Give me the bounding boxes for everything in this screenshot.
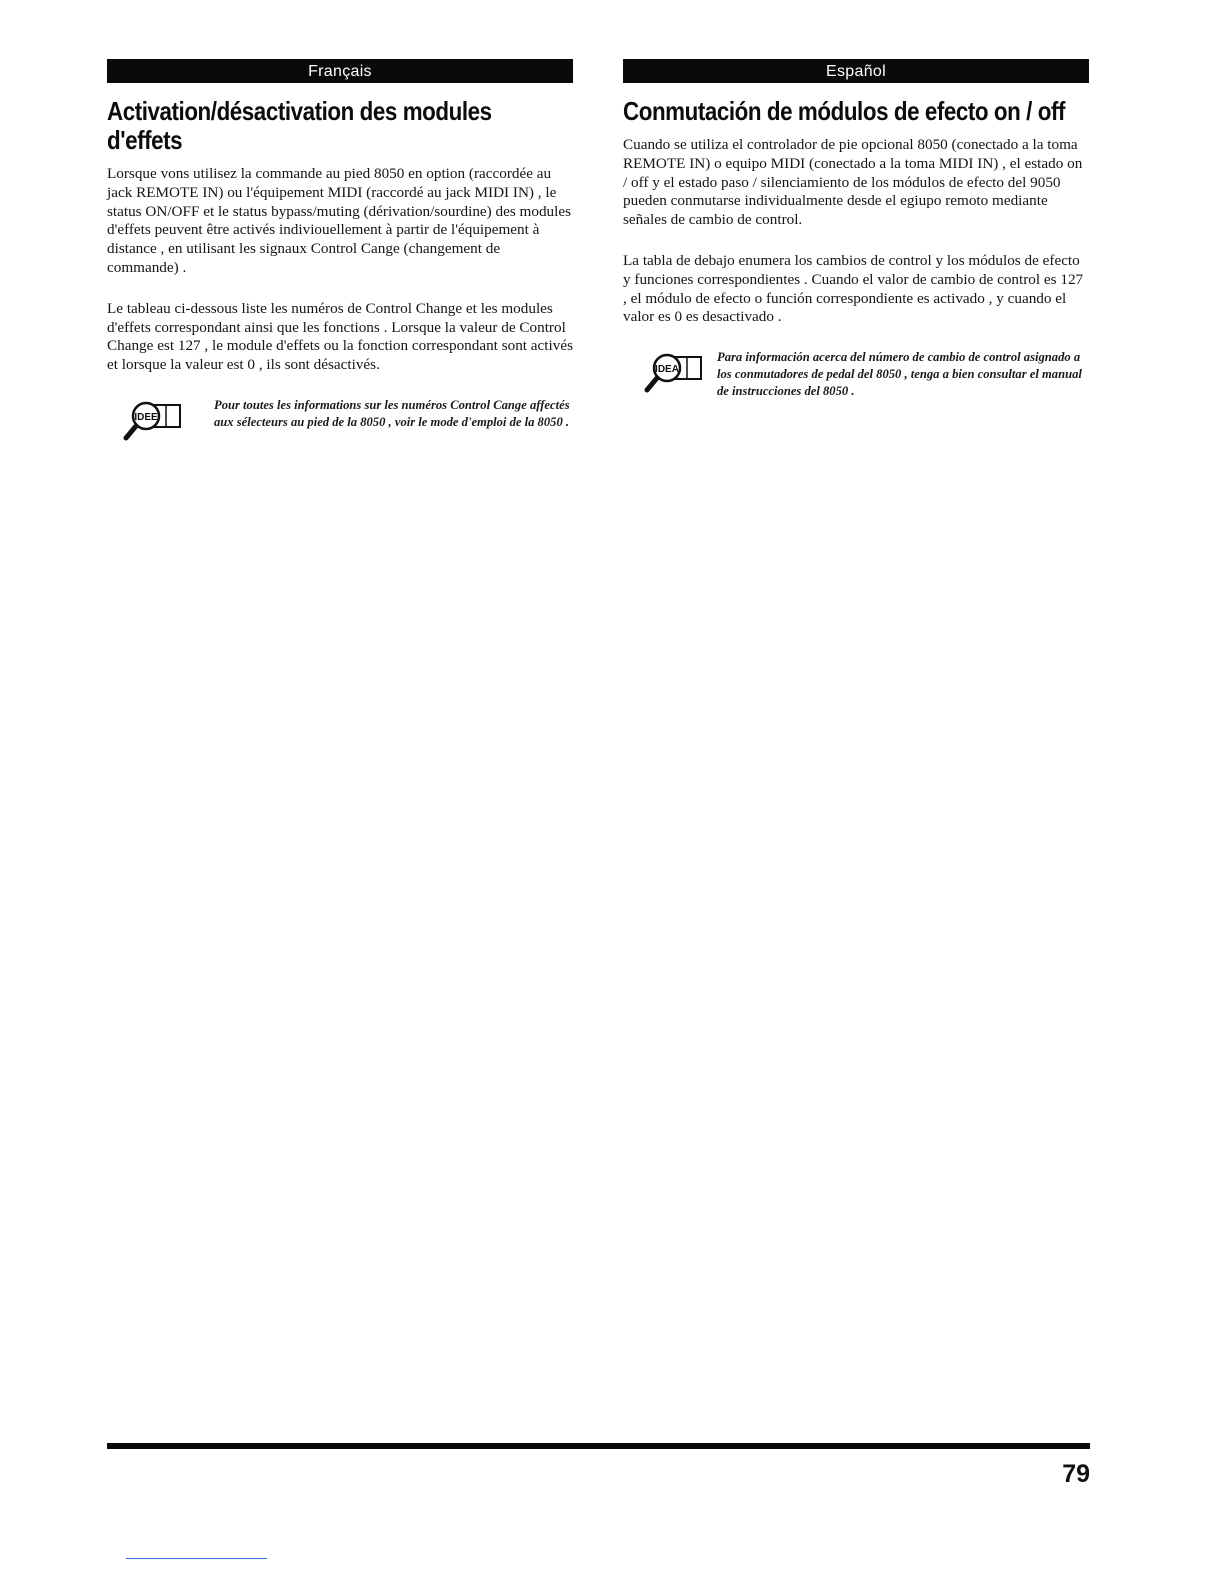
note-text-spanish: Para información acerca del número de cambio de control asignado a los conmutadores de pedal del 8050 , tenga a bien consultar el manual de instrucciones del 8050 . (717, 350, 1082, 399)
idea-note-french (122, 397, 573, 441)
spanish-column (623, 59, 1089, 400)
idea-note-spanish (643, 349, 1089, 400)
scan-artifact-line (126, 1558, 267, 1559)
section-title-spanish: Conmutación de módulos de efecto on / off (623, 96, 1065, 126)
footer-rule (107, 1443, 1090, 1449)
body-paragraph-french-2: Le tableau ci-dessous liste les numéros de Control Change et les modules d'effets correspondant ainsi que les fonctions . Lorsque la valeur de Control Change est 127 , le module d'effets ou la fonction correspondant sont activés et lorsque la valeur est 0 , ils sont désactivés. (107, 299, 573, 374)
idea-book-icon (643, 351, 705, 393)
body-paragraph-spanish-2: La tabla de debajo enumera los cambios de control y los módulos de efecto y funciones correspondientes . Cuando el valor de cambio de control es 127 , el módulo de efecto o función correspondiente es activado , y cuando el valor es 0 es desactivado . (623, 251, 1084, 326)
language-header-spanish: Español (623, 59, 1089, 83)
page-number: 79 (1062, 1460, 1090, 1488)
note-text-french: Pour toutes les informations sur les numéros Control Cange affectés aux sélecteurs au pied de la 8050 , voir le mode d'emploi de la 8050 . (214, 397, 570, 429)
body-paragraph-french-1: Lorsque vons utilisez la commande au pied 8050 en option (raccordée au jack REMOTE IN) ou l'équipement MIDI (raccordé au jack MIDI IN) , le status ON/OFF et le status bypass/muting (dérivation/sourdine) des modules d'effets peuvent être activés indiviouellement à partir de l'équipement à distance , en utilisant les signaux Control Cange (changement de commande) . (107, 165, 572, 276)
idea-icon-label: IDEA (655, 364, 679, 376)
body-paragraph-spanish-1: Cuando se utiliza el controlador de pie opcional 8050 (conectado a la toma REMOTE IN) o equipo MIDI (conectado a la toma MIDI IN) , el estado on / off y el estado paso / silenciamiento de los módulos de efecto del 9050 pueden conmutarse individualmente desde el egiupo remoto mediante señales de cambio de control. (623, 136, 1083, 229)
language-header-french: Français (107, 59, 573, 83)
idea-icon-label: IDEE (134, 411, 158, 423)
french-column (107, 59, 573, 441)
section-title-french: Activation/désactivation des modules d'effets (107, 96, 492, 155)
idea-book-icon (122, 399, 184, 441)
